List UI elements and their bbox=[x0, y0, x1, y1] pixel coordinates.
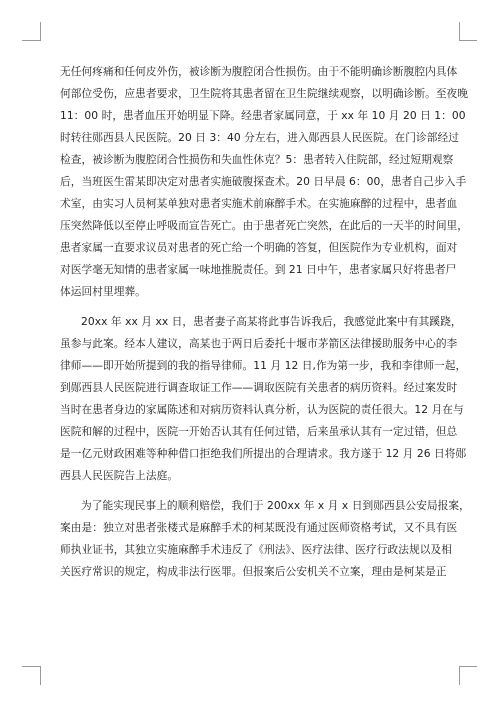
crop-mark-bottom-right bbox=[459, 666, 477, 667]
paragraph-2 bbox=[60, 311, 467, 487]
text-line: 20xx 年 xx 月 xx 日，患者妻子高某将此事告诉我后，我感觉此案中有其蹊跷， bbox=[81, 315, 462, 328]
crop-mark-top-right bbox=[459, 22, 460, 41]
text-line: 当时在患者身边的家属陈述和对病历资料认真分析，认为医院的责任很大。12 月在与 bbox=[60, 403, 464, 416]
crop-mark-bottom-right bbox=[459, 666, 460, 685]
text-line: 案由是：独立对患者张楼式是麻醉手术的柯某既没有通过医师资格考试，又不具有医 bbox=[60, 521, 458, 534]
text-line: 何部位受伤，应患者要求，卫生院将其患者留在卫生院继续观察，以明确诊断。至夜晚 bbox=[60, 87, 469, 100]
text-line: 后，当班医生雷某即决定对患者实施破腹探查术。20 日早晨 6：00，患者自己步入手 bbox=[60, 175, 467, 188]
crop-mark-bottom-left bbox=[22, 666, 40, 667]
text-line: 对医学毫无知情的患者家属一味地推脱责任。到 21 日中午，患者家属只好将患者尸 bbox=[60, 263, 457, 276]
text-line: 医院和解的过程中，医院一开始否认其有任何过错，后来虽承认其有一定过错，但总 bbox=[60, 425, 458, 438]
text-line: 11：00 时，患者血压开始明显下降。经患者家属同意，于 xx 年 10 月 20 日 1：00 bbox=[60, 109, 466, 122]
text-line: 患者家属一直要求议员对患者的死亡给一个明确的答复，但医院作为专业机构，面对 bbox=[60, 241, 458, 254]
text-line: 是一亿元财政困难等种种借口拒绝我们所提出的合理请求。我方遂于 12 月 26 日将郧 bbox=[60, 447, 467, 460]
crop-mark-top-left bbox=[40, 22, 41, 41]
text-line: 术室，由实习人员柯某单独对患者实施术前麻醉手术。在实施麻醉的过程中，患者血 bbox=[60, 197, 458, 210]
text-line: 西县人民医院告上法庭。 bbox=[60, 469, 179, 482]
text-line: 虽参与此案。经本人建议，高某也于两日后委托十堰市茅箭区法律援助服务中心的李 bbox=[60, 337, 458, 350]
paragraph-1 bbox=[60, 61, 469, 303]
text-line: 到郧西县人民医院进行调查取证工作——调取医院有关患者的病历资料。经过案发时 bbox=[60, 381, 458, 394]
text-line: 体运回村里埋葬。 bbox=[60, 285, 146, 298]
paragraph-3 bbox=[60, 495, 470, 583]
text-line: 律师——即开始所提到的我的指导律师。11 月 12 日,作为第一步，我和李律师一起， bbox=[60, 359, 467, 372]
text-line: 关医疗常识的规定，构成非法行医罪。但报案后公安机关不立案，理由是柯某是正 bbox=[60, 565, 447, 578]
text-line: 压突然降低以至停止呼吸而宣告死亡。由于患者死亡突然，在此后的一天半的时间里， bbox=[60, 219, 469, 232]
text-line: 为了能实现民事上的顺利赔偿，我们于 200xx 年 x 月 x 日到郧西县公安局报案， bbox=[81, 499, 470, 512]
crop-mark-bottom-left bbox=[40, 666, 41, 685]
text-line: 无任何疼痛和任何皮外伤，被诊断为腹腔闭合性损伤。由于不能明确诊断腹腔内具体 bbox=[60, 65, 458, 78]
document-body bbox=[60, 61, 470, 583]
crop-mark-top-left bbox=[22, 40, 40, 41]
text-line: 时转往郧西县人民医院。20 日 3：40 分左右，进入郧西县人民医院。在门诊部经过 bbox=[60, 131, 459, 144]
text-line: 检查，被诊断为腹腔闭合性损伤和失血性休克？5：患者转入住院部，经过短期观察 bbox=[60, 153, 454, 166]
crop-mark-top-right bbox=[459, 40, 477, 41]
text-line: 师执业证书，其独立实施麻醉手术违反了《刑法》、医疗法律、医疗行政法规以及相 bbox=[60, 543, 452, 556]
